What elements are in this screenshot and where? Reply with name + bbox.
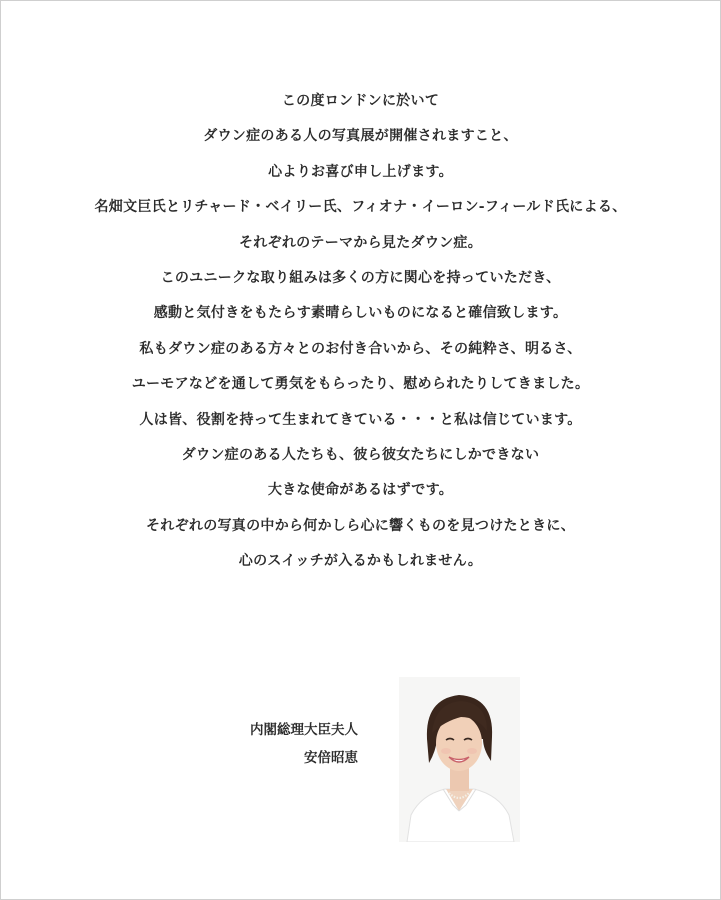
message-line: 人は皆、役割を持って生まれてきている・・・と私は信じています。: [139, 411, 582, 428]
signature-name: 安倍昭恵: [304, 750, 358, 766]
signature-block: [200, 716, 358, 772]
signature-title: 内閣総理大臣夫人: [250, 722, 358, 738]
message-line: このユニークな取り組みは多くの方に関心を持っていただき、: [160, 269, 561, 286]
message-line: 名畑文巨氏とリチャード・ベイリー氏、フィオナ・イーロン-フィールド氏による、: [94, 199, 627, 216]
portrait-illustration: [399, 677, 520, 842]
message-line: 心のスイッチが入るかもしれません。: [238, 553, 483, 570]
message-line: それぞれの写真の中から何かしら心に響くものを見つけたときに、: [146, 517, 575, 534]
message-line: 感動と気付きをもたらす素晴らしいものになると確信致します。: [153, 305, 568, 322]
portrait-photo: [399, 677, 520, 842]
message-line: ユーモアなどを通して勇気をもらったり、慰められたりしてきました。: [131, 376, 590, 393]
message-line: 私もダウン症のある方々とのお付き合いから、その純粋さ、明るさ、: [139, 340, 582, 357]
message-line: 大きな使命があるはずです。: [267, 482, 454, 499]
message-line: この度ロンドンに於いて: [281, 93, 440, 109]
message-line: ダウン症のある人の写真展が開催されますこと、: [203, 128, 518, 145]
message-body: [0, 84, 721, 579]
message-line: 心よりお喜び申し上げます。: [268, 163, 453, 180]
message-line: それぞれのテーマから見たダウン症。: [238, 234, 483, 251]
message-line: ダウン症のある人たちも、彼ら彼女たちにしかできない: [181, 446, 540, 463]
